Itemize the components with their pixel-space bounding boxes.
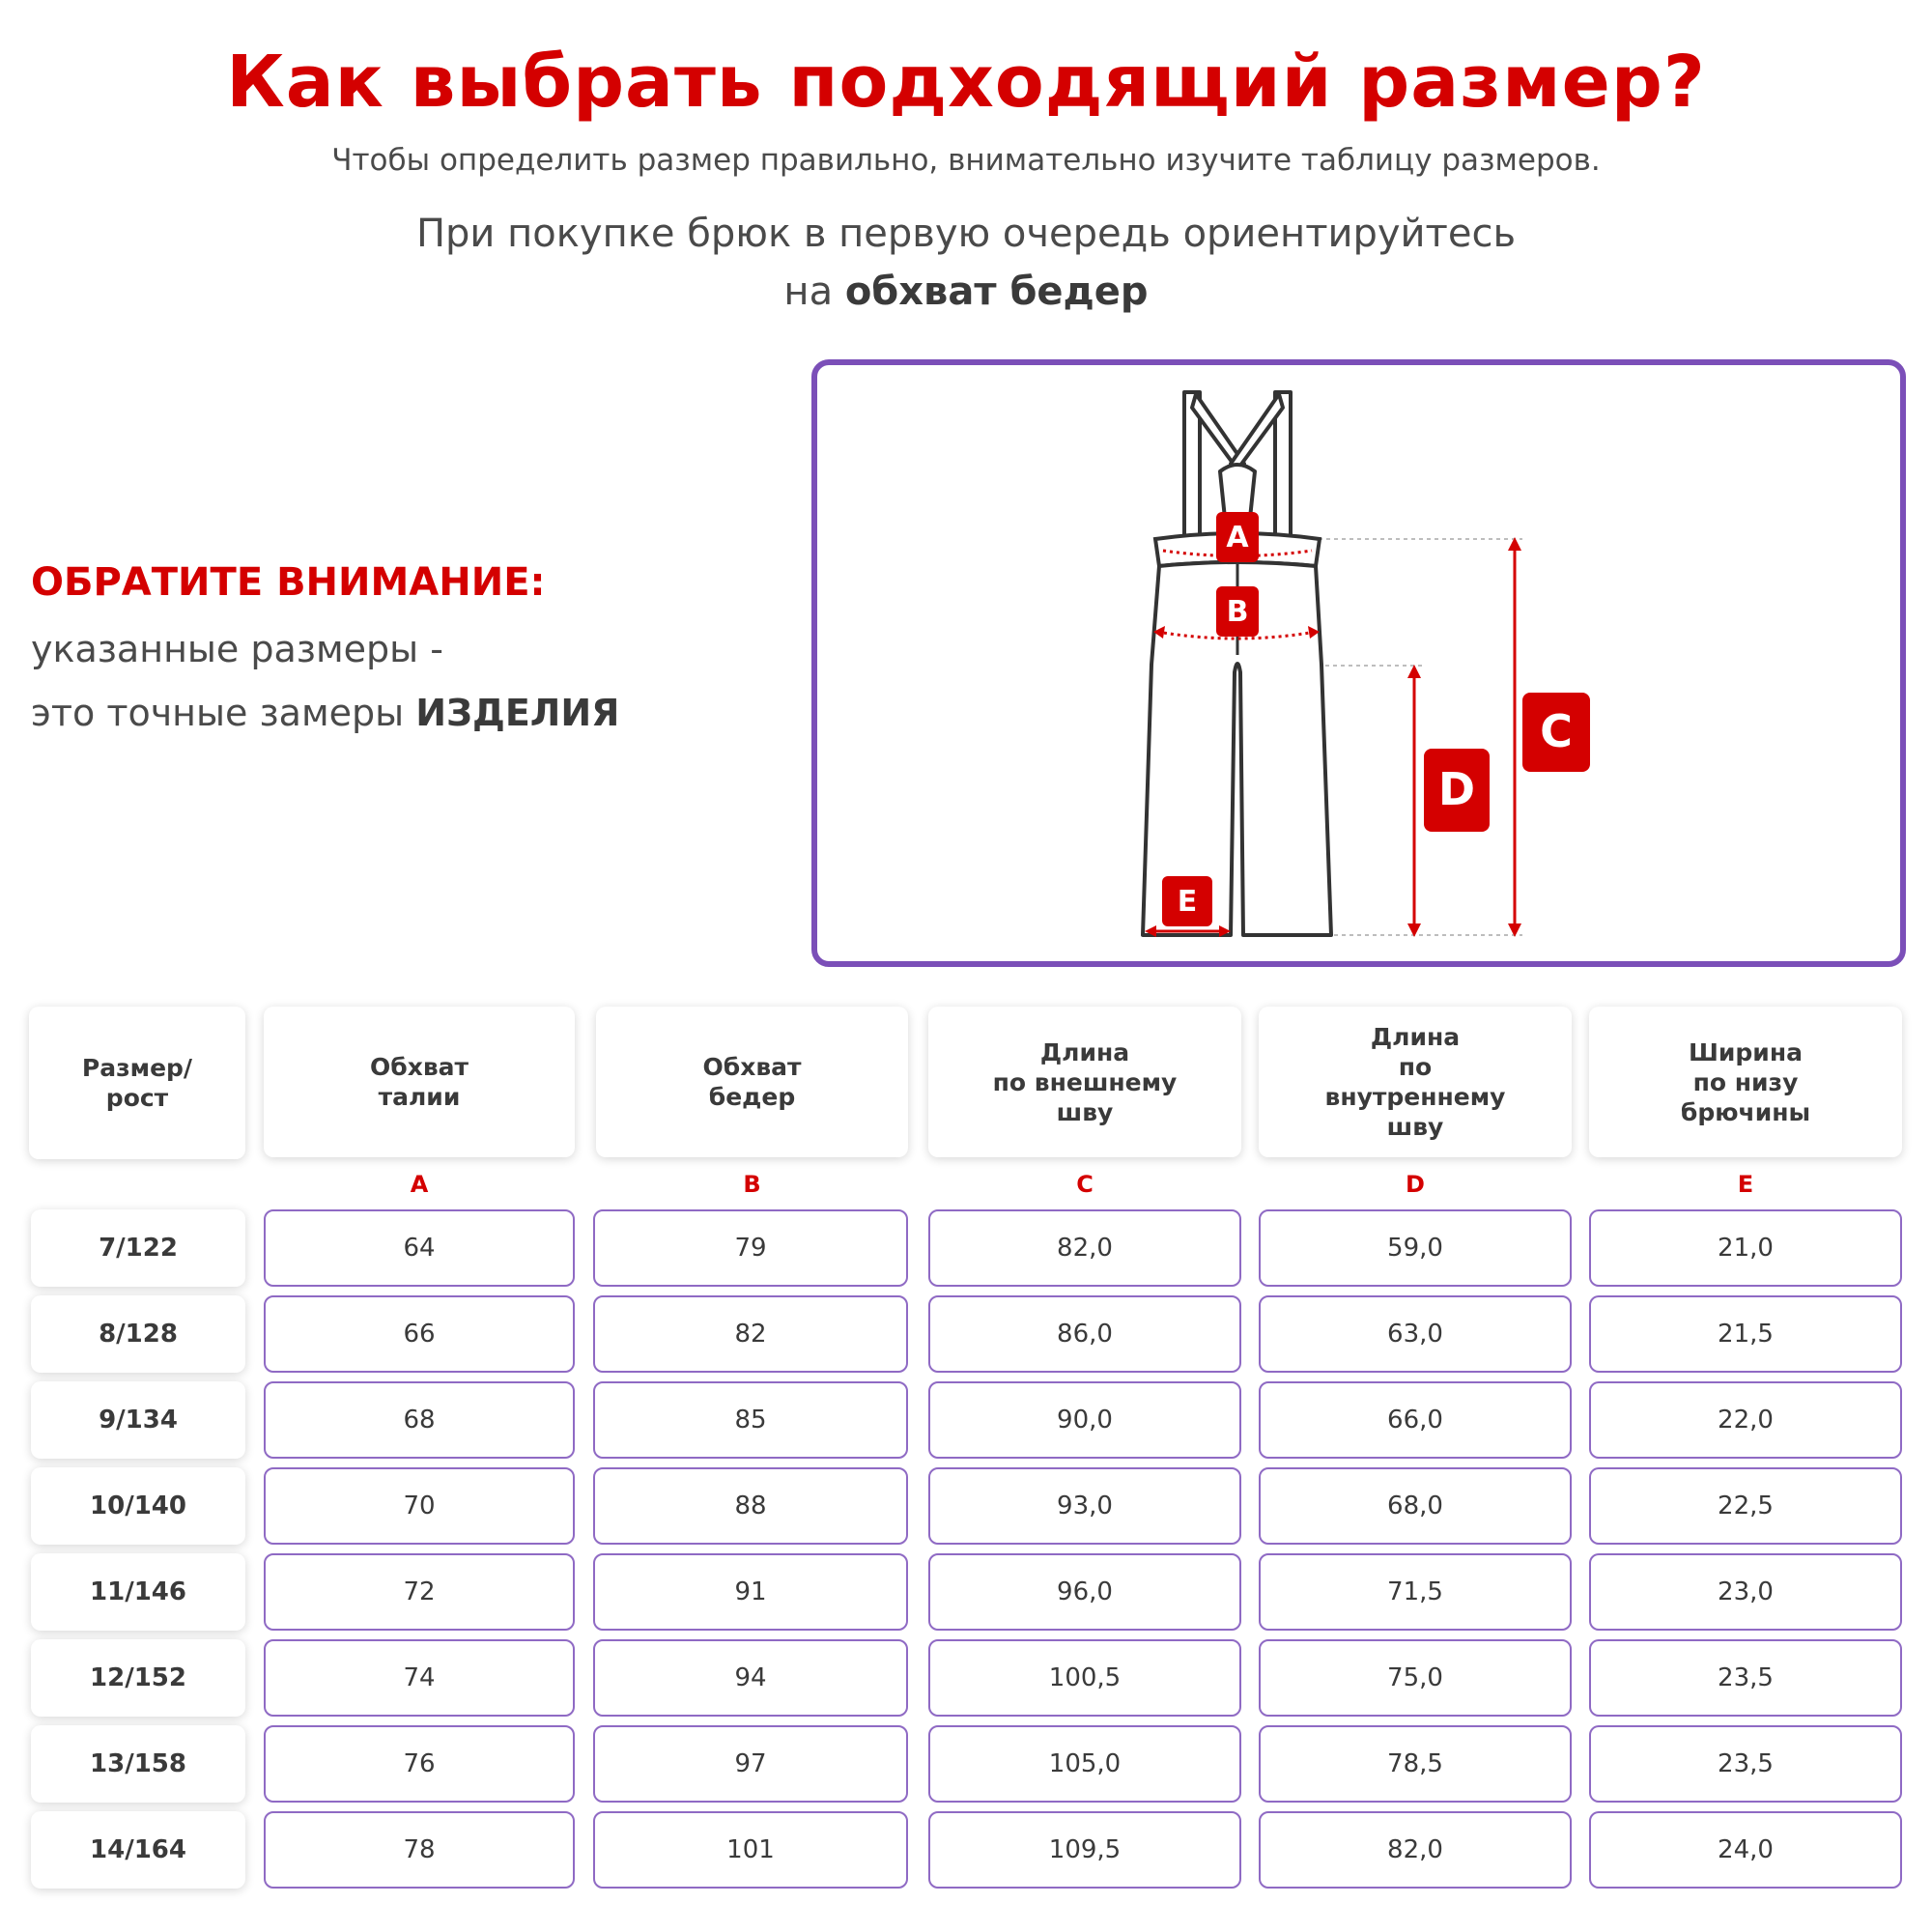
column-letter-d: D <box>1406 1171 1425 1198</box>
table-cell-inner-seam: 82,0 <box>1259 1811 1572 1889</box>
table-cell-outer-seam: 82,0 <box>928 1209 1241 1287</box>
svg-text:B: B <box>1226 595 1249 629</box>
marker-c <box>1522 693 1590 772</box>
table-row-size: 11/146 <box>31 1553 245 1631</box>
page-subtitle: Чтобы определить размер правильно, внимательно изучите таблицу размеров. <box>331 143 1601 178</box>
table-cell-waist: 76 <box>264 1725 575 1803</box>
svg-text:C: C <box>1540 705 1573 757</box>
header-size-height: Размер/ рост <box>29 1007 245 1159</box>
attention-line-2-bold: ИЗДЕЛИЯ <box>415 692 620 734</box>
table-row-size: 7/122 <box>31 1209 245 1287</box>
table-cell-hips: 101 <box>593 1811 908 1889</box>
table-cell-bottom-width: 24,0 <box>1589 1811 1902 1889</box>
table-cell-waist: 78 <box>264 1811 575 1889</box>
svg-text:A: A <box>1226 521 1249 554</box>
table-cell-bottom-width: 21,0 <box>1589 1209 1902 1287</box>
marker-d <box>1424 749 1490 832</box>
header-bottom-width: Ширина по низу брючины <box>1589 1007 1902 1157</box>
table-row-size: 14/164 <box>31 1811 245 1889</box>
table-cell-outer-seam: 109,5 <box>928 1811 1241 1889</box>
table-cell-inner-seam: 59,0 <box>1259 1209 1572 1287</box>
table-cell-bottom-width: 23,5 <box>1589 1639 1902 1717</box>
column-letter-e: E <box>1737 1171 1754 1198</box>
table-cell-inner-seam: 68,0 <box>1259 1467 1572 1545</box>
column-letter-a: A <box>410 1171 429 1198</box>
table-cell-waist: 68 <box>264 1381 575 1459</box>
table-cell-outer-seam: 100,5 <box>928 1639 1241 1717</box>
attention-line-1: указанные размеры - <box>31 628 443 670</box>
svg-text:D: D <box>1437 763 1476 815</box>
table-cell-waist: 72 <box>264 1553 575 1631</box>
lead-line-2-prefix: на <box>783 270 845 314</box>
attention-line-2-prefix: это точные замеры <box>31 692 416 734</box>
table-row-size: 10/140 <box>31 1467 245 1545</box>
measurement-diagram <box>811 359 1906 967</box>
page-title: Как выбрать подходящий размер? <box>226 41 1706 124</box>
header-outer-seam: Длина по внешнему шву <box>928 1007 1241 1157</box>
table-cell-outer-seam: 86,0 <box>928 1295 1241 1373</box>
header-waist: Обхват талии <box>264 1007 575 1157</box>
column-letter-b: B <box>743 1171 761 1198</box>
table-cell-hips: 91 <box>593 1553 908 1631</box>
header-hips: Обхват бедер <box>596 1007 908 1157</box>
table-cell-bottom-width: 23,5 <box>1589 1725 1902 1803</box>
table-cell-inner-seam: 75,0 <box>1259 1639 1572 1717</box>
table-cell-hips: 97 <box>593 1725 908 1803</box>
table-cell-waist: 70 <box>264 1467 575 1545</box>
table-cell-waist: 74 <box>264 1639 575 1717</box>
attention-title: ОБРАТИТЕ ВНИМАНИЕ: <box>31 560 546 605</box>
table-cell-bottom-width: 23,0 <box>1589 1553 1902 1631</box>
table-cell-waist: 66 <box>264 1295 575 1373</box>
marker-e <box>1162 876 1212 926</box>
table-cell-bottom-width: 22,5 <box>1589 1467 1902 1545</box>
table-cell-bottom-width: 22,0 <box>1589 1381 1902 1459</box>
table-cell-bottom-width: 21,5 <box>1589 1295 1902 1373</box>
table-row-size: 13/158 <box>31 1725 245 1803</box>
table-cell-inner-seam: 71,5 <box>1259 1553 1572 1631</box>
table-cell-waist: 64 <box>264 1209 575 1287</box>
table-row-size: 8/128 <box>31 1295 245 1373</box>
column-letter-c: C <box>1076 1171 1094 1198</box>
table-cell-inner-seam: 66,0 <box>1259 1381 1572 1459</box>
table-cell-hips: 85 <box>593 1381 908 1459</box>
table-cell-outer-seam: 105,0 <box>928 1725 1241 1803</box>
svg-text:E: E <box>1177 885 1198 919</box>
marker-a <box>1216 512 1259 562</box>
attention-line-2 <box>31 692 619 734</box>
header-inner-seam: Длина по внутреннему шву <box>1259 1007 1572 1157</box>
table-cell-hips: 94 <box>593 1639 908 1717</box>
table-cell-hips: 88 <box>593 1467 908 1545</box>
lead-text <box>0 205 1932 321</box>
table-cell-hips: 79 <box>593 1209 908 1287</box>
table-cell-inner-seam: 63,0 <box>1259 1295 1572 1373</box>
table-cell-outer-seam: 93,0 <box>928 1467 1241 1545</box>
table-row-size: 9/134 <box>31 1381 245 1459</box>
table-cell-outer-seam: 90,0 <box>928 1381 1241 1459</box>
table-cell-inner-seam: 78,5 <box>1259 1725 1572 1803</box>
table-cell-outer-seam: 96,0 <box>928 1553 1241 1631</box>
table-row-size: 12/152 <box>31 1639 245 1717</box>
lead-line-1: При покупке брюк в первую очередь ориентируйтесь <box>415 212 1517 256</box>
marker-b <box>1216 586 1259 637</box>
trousers-diagram-svg <box>817 365 1900 961</box>
lead-line-2-bold: обхват бедер <box>844 270 1149 314</box>
table-cell-hips: 82 <box>593 1295 908 1373</box>
